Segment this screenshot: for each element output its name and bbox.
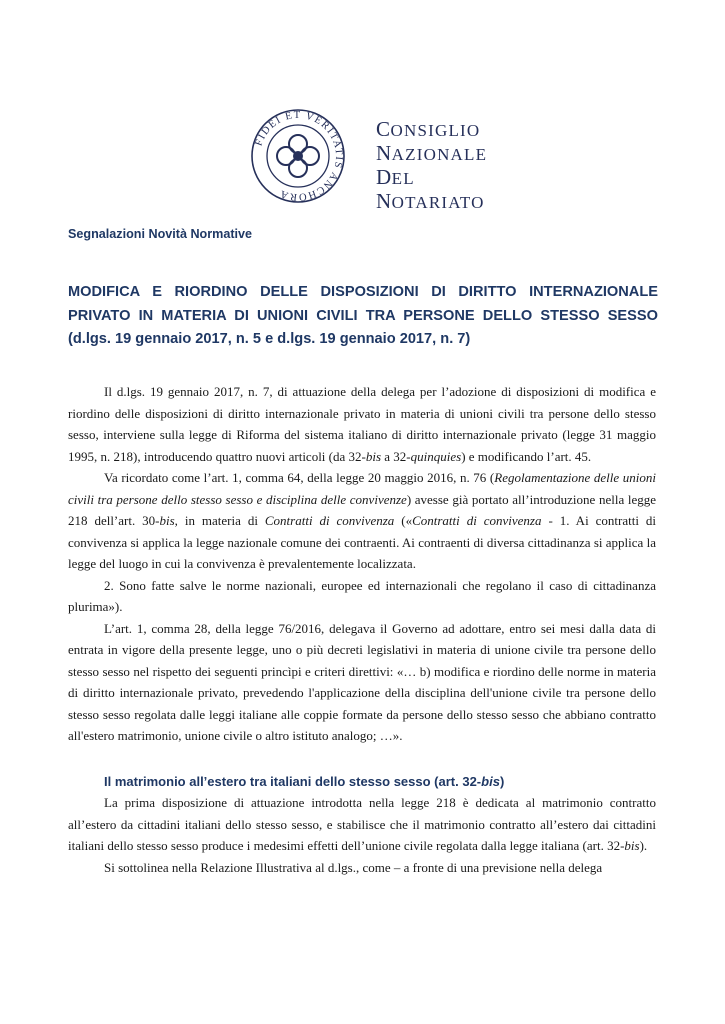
header [250, 108, 490, 213]
paragraph: Si sottolinea nella Relazione Illustrativa al d.lgs., come – a fronte di una previsione nella delega [104, 859, 603, 875]
subheading: Il matrimonio all’estero tra italiani dello stesso sesso (art. 32-bis) [104, 773, 505, 789]
paragraph: L’art. 1, comma 28, della legge 76/2016, delegava il Governo ad adottare, entro sei mesi dalla data di entrata in vigore della presente legge, uno o più decreti legislativi in materia di unione civile tra persone dello stesso sesso nel rispetto dei seguenti princìpi e criteri direttivi: «… b) modifica e riordino delle norme in materia di diritto internazionale privato, prevedendo l'applicazione della disciplina dell'unione civile tra persone dello stesso sesso regolata dalle leggi italiane alle coppie formate da persone dello stesso sesso che abbiano contratto all'estero matrimonio, unione civile o altro istituto analogo; …». [68, 620, 656, 743]
org-line: DEL [376, 165, 415, 189]
org-line: NAZIONALE [376, 141, 488, 165]
paragraph: Va ricordato come l’art. 1, comma 64, della legge 20 maggio 2016, n. 76 (Regolamentazione delle unioni civili tra persone dello stesso sesso e disciplina delle convivenze) avesse già portato all’introduzione nella legge 218 dell’art. 30-bis, in materia di Contratti di convivenza («Contratti di convivenza - 1. Ai contratti di convivenza si applica la legge nazionale comune dei contraenti. Ai contraenti di diversa cittadinanza si applica la legge del luogo in cui la convivenza è prevalentemente localizzata. [68, 470, 656, 571]
paragraph: La prima disposizione di attuazione introdotta nella legge 218 è dedicata al matrimonio contratto all’estero da cittadini italiani dello stesso sesso, e stabilisce che il matrimonio contratto all’estero dai cittadini italiani dello stesso sesso produce i medesimi effetti dell’unione civile regolata dalla legge italiana (art. 32-bis). [68, 795, 656, 853]
document-title: MODIFICA E RIORDINO DELLE DISPOSIZIONI DI DIRITTO INTERNAZIONALE PRIVATO IN MATERIA DI UNIONI CIVILI TRA PERSONE DELLO STESSO SESSO (d.lgs. 19 gennaio 2017, n. 5 e d.lgs. 19 gennaio 2017, n. 7) [68, 284, 658, 347]
section-label: Segnalazioni Novità Normative [68, 227, 253, 241]
paragraph: 2. Sono fatte salve le norme nazionali, europee ed internazionali che regolano il caso di cittadinanza plurima»). [68, 577, 656, 614]
notary-seal-logo [250, 108, 346, 204]
org-line: NOTARIATO [376, 189, 485, 213]
svg-text:FIDEI ET VERITATIS ANCHORA: FIDEI ET VERITATIS ANCHORA [253, 109, 345, 203]
paragraph-group-marriage [68, 792, 656, 878]
document-body [68, 381, 656, 878]
paragraph: Il d.lgs. 19 gennaio 2017, n. 7, di attuazione della delega per l’adozione di disposizioni di modifica e riordino delle disposizioni di diritto internazionale privato in materia di unioni civili tra persone dello stesso sesso, interviene sulla legge di Riforma del sistema italiano di diritto internazionale privato (legge 31 maggio 1995, n. 218), introducendo quattro nuovi articoli (da 32-bis a 32-quinquies) e modificando l’art. 45. [68, 384, 656, 464]
organization-name [376, 118, 487, 214]
org-line: CONSIGLIO [376, 117, 481, 141]
paragraph-group-intro [68, 381, 656, 747]
